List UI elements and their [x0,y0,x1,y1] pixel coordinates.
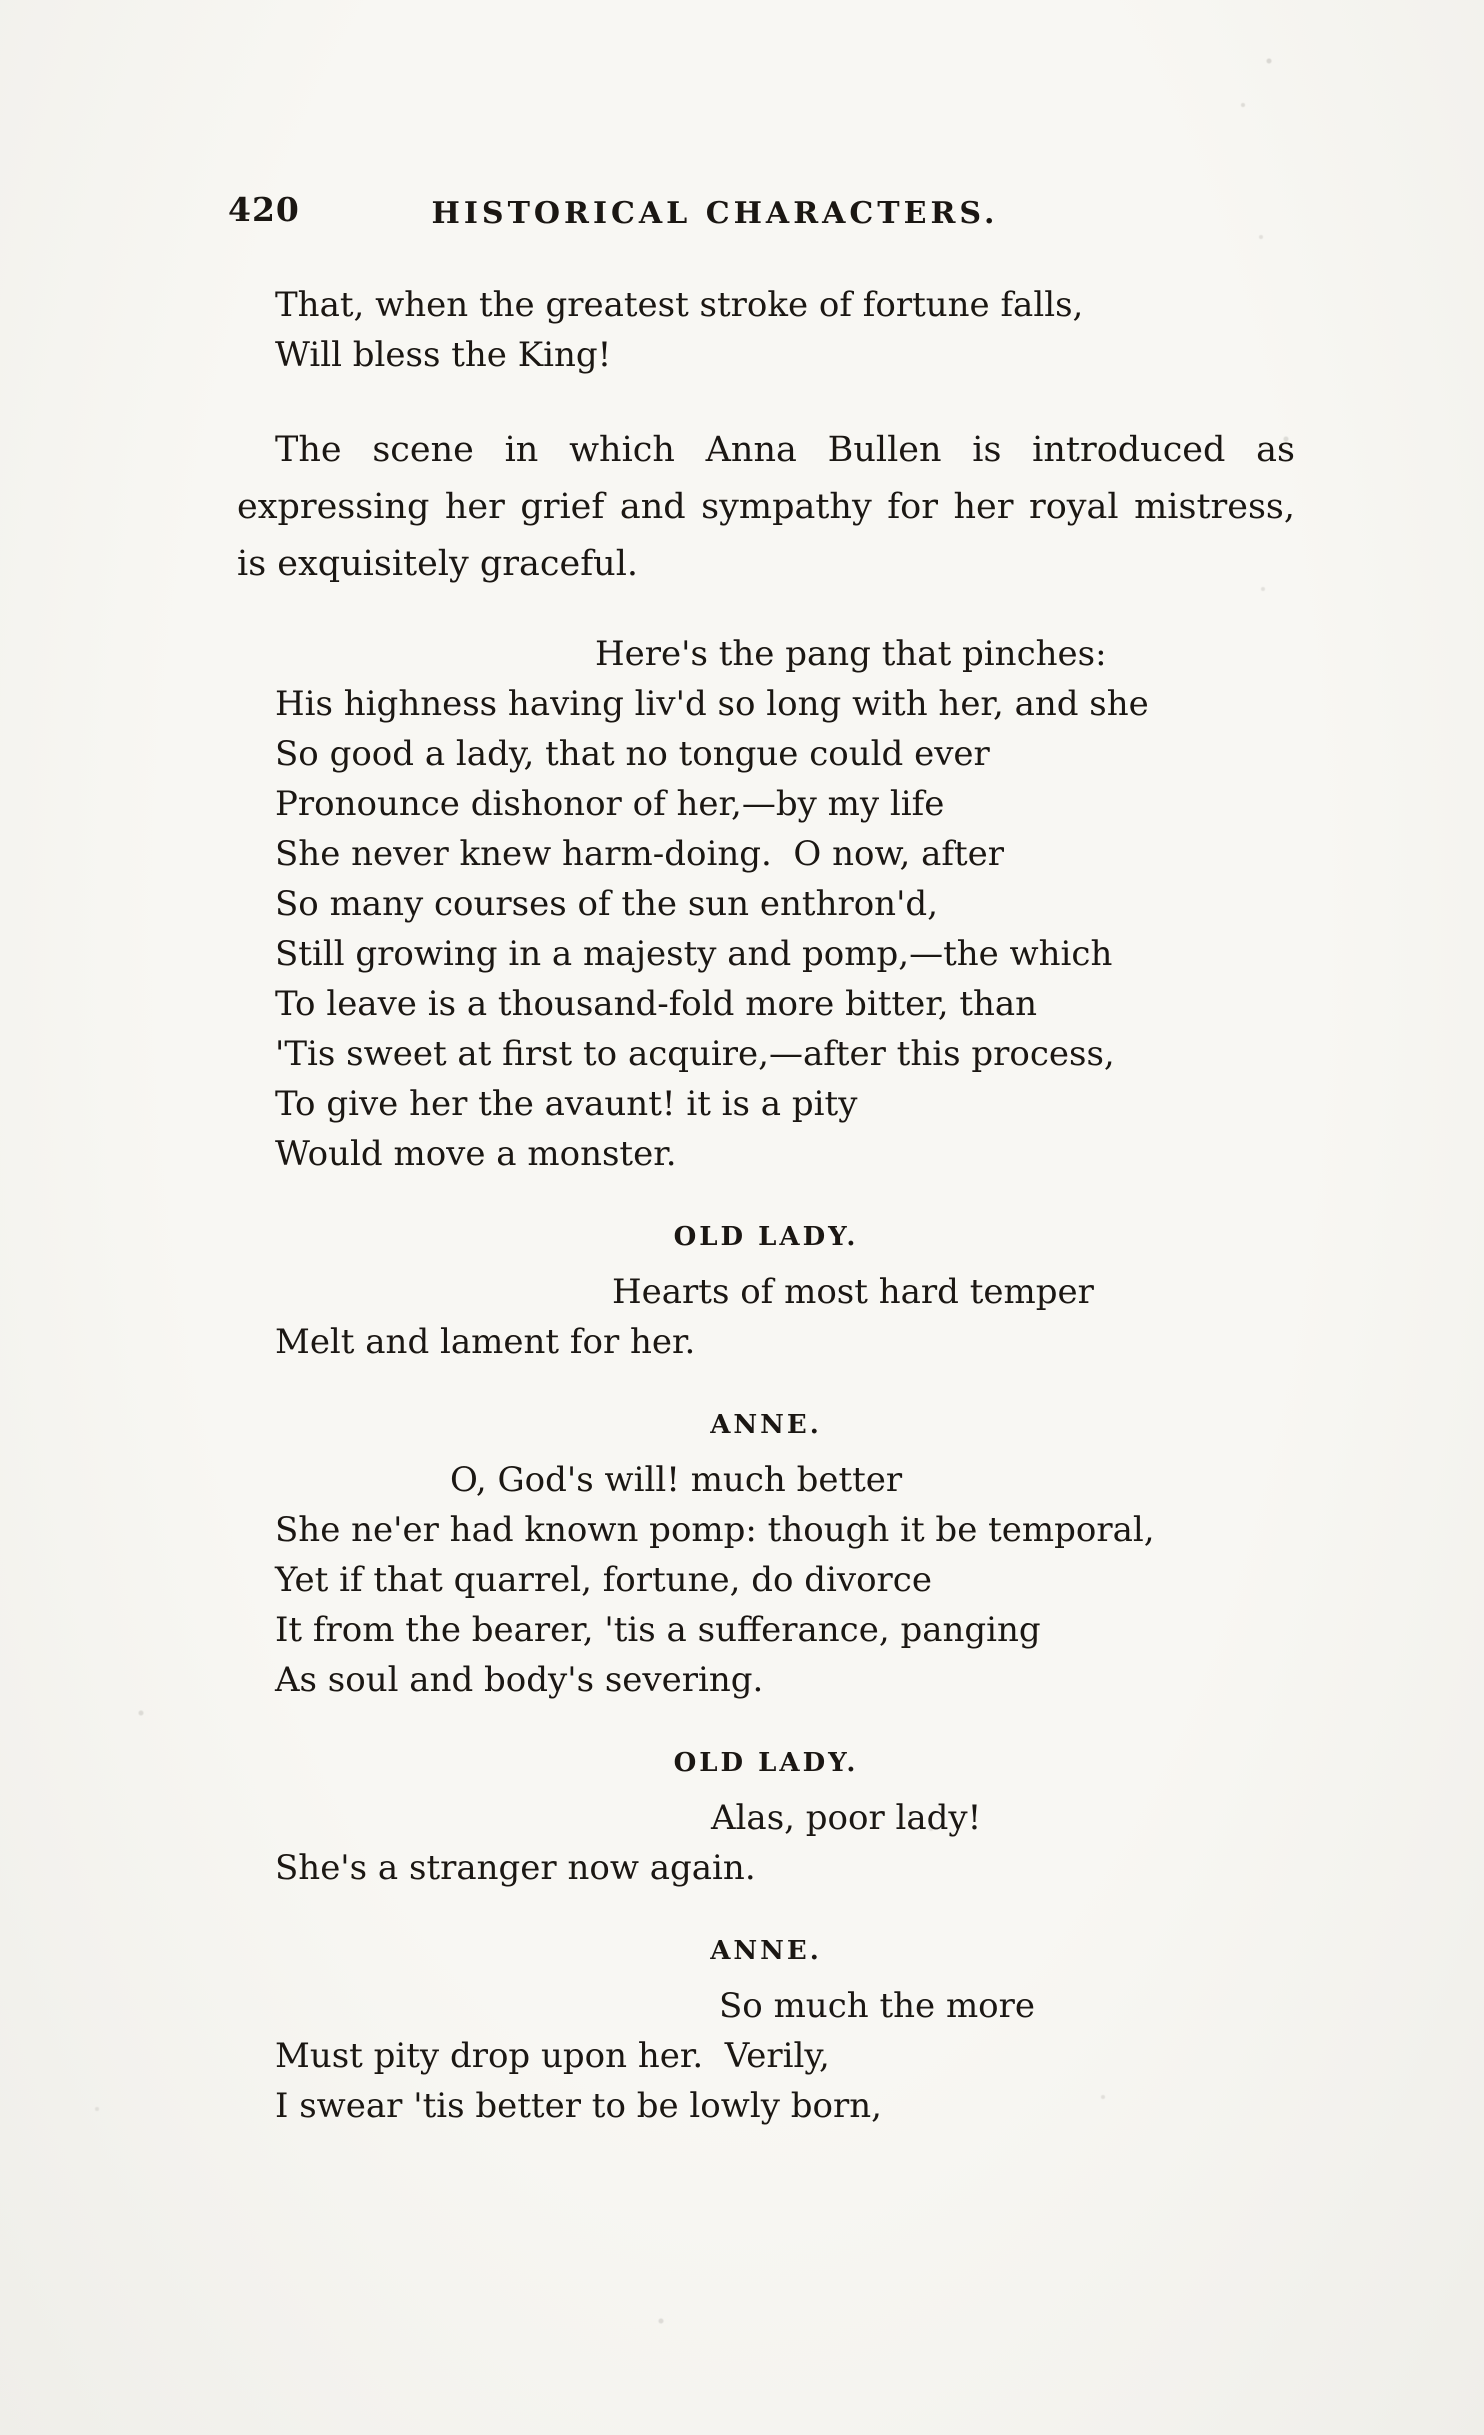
verse-line: His highness having liv'd so long with her, and she [275,684,1149,724]
running-header: HISTORICAL CHARACTERS. [431,196,999,231]
opening-verse [237,280,1295,380]
wolsey-speech [237,629,1295,1179]
verse-line: So much the more [719,1986,1036,2026]
verse-line: Alas, poor lady! [711,1798,982,1838]
verse-line: So good a lady, that no tongue could ever [275,734,990,774]
verse-line: She's a stranger now again. [275,1848,756,1888]
lead-paragraph: The scene in which Anna Bullen is introduced as expressing her grief and sympathy for her royal mistress, is exquisitely graceful. [237,430,1295,584]
verse-line: That, when the greatest stroke of fortune falls, [275,285,1084,325]
verse-line: 'Tis sweet at first to acquire,—after this process, [275,1034,1115,1074]
verse-line: It from the bearer, 'tis a sufferance, panging [275,1610,1041,1650]
verse-line: Pronounce dishonor of her,—by my life [275,784,945,824]
speaker-heading: OLD LADY. [673,1748,859,1778]
verse-line: I swear 'tis better to be lowly born, [275,2086,882,2126]
verse-line: As soul and body's severing. [275,1660,764,1700]
verse-line: O, God's will! much better [450,1460,903,1500]
verse-line: Hearts of most hard temper [612,1272,1094,1312]
verse-line: Still growing in a majesty and pomp,—the which [275,934,1113,974]
verse-line: Would move a monster. [275,1134,677,1174]
dialogue-block [237,1981,1295,2131]
verse-line: Melt and lament for her. [275,1322,696,1362]
scan-specks [0,0,2,2]
speaker-heading: ANNE. [710,1936,822,1966]
dialogue-block [237,1793,1295,1893]
speaker-heading: ANNE. [710,1410,822,1440]
verse-line: So many courses of the sun enthron'd, [275,884,938,924]
verse-line: Here's the pang that pinches: [595,634,1107,674]
speaker-heading: OLD LADY. [673,1222,859,1252]
verse-line: To leave is a thousand-fold more bitter, than [275,984,1038,1024]
verse-line: To give her the avaunt! it is a pity [275,1084,858,1124]
verse-line: Yet if that quarrel, fortune, do divorce [275,1560,932,1600]
page-number: 420 [228,190,300,229]
page-content [237,280,1295,2131]
verse-line: She never knew harm-doing. O now, after [275,834,1005,874]
dialogue-block [237,1455,1295,1705]
verse-line: She ne'er had known pomp: though it be temporal, [275,1510,1155,1550]
verse-line: Will bless the King! [275,335,612,375]
dialogue-block [237,1267,1295,1367]
verse-line: Must pity drop upon her. Verily, [275,2036,830,2076]
